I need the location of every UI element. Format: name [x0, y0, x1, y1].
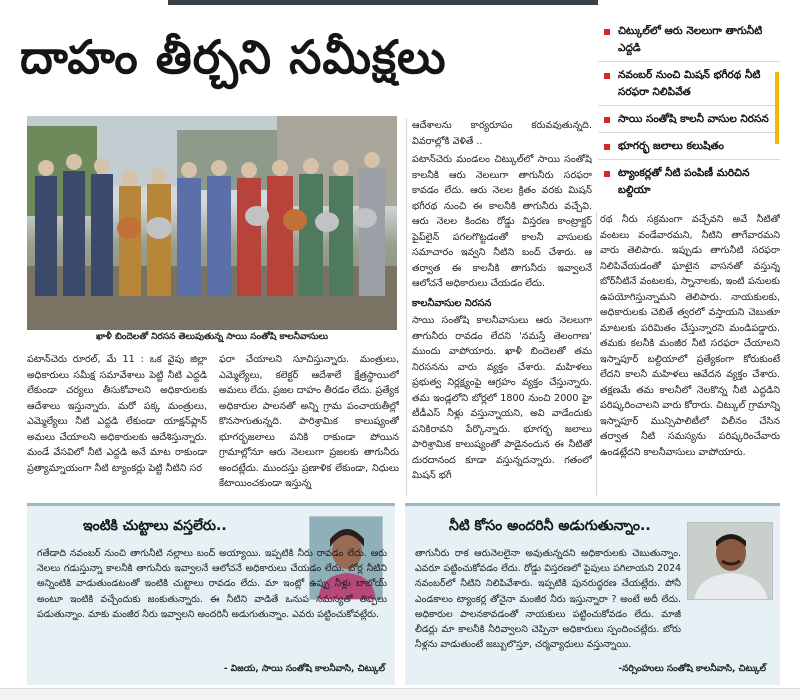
bullet-icon	[604, 29, 610, 35]
bullet-icon	[604, 171, 610, 177]
protest-photo	[27, 116, 397, 330]
highlight-item	[598, 133, 780, 160]
top-rule	[168, 0, 598, 5]
portrait-illustration	[688, 523, 773, 600]
next-article-strip	[0, 688, 800, 700]
article-paragraph: పటాన్‌చెరు మండలం చిట్కుల్‌లో సాయి సంతోషి కాలనీకి ఆరు నెలలుగా తాగునీరు సరఫరా కావడం లేదు. ఆరు నెలల క్రితం వరకు మిషన్ భగీరథ నుంచి ఈ కాలనీకి తాగునీరు వచ్చేవి. ఆరు నెలల కిందట రోడ్డు విస్తరణ కాంట్రాక్టర్ పైప్‌లైన్ పగలగొట్టడంతో కాలనీ వాసులకు సమాచారం ఇవ్వని నీటిని బంద్ చేశారు. ఆ తర్వాత ఈ కాలనీకి తాగునీరు ఇవ్వాలనే ఆలోచనే అధికారులు చేయడం లేదు.	[412, 154, 592, 289]
highlight-text: నవంబర్ నుంచి మిషన్ భగీరథ నీటి సరఫరా నిలిపివేత	[618, 69, 761, 98]
highlight-item	[598, 160, 780, 203]
highlight-item	[598, 106, 780, 133]
article-column-center	[219, 352, 399, 495]
quote-box-narsimhulu	[405, 503, 780, 685]
portrait-photo-narsimhulu	[687, 522, 773, 600]
article-subhead: కాలనీవాసుల నిరసన	[412, 297, 492, 309]
protest-photo-illustration	[27, 116, 397, 330]
quote-box-vijaya	[27, 503, 395, 685]
quote-box-text: తాగునీరు రాక ఆరునెలలైనా అవుతున్నదని అధికారులకు చెబుతున్నాం. ఎవరూ పట్టించుకోవడం లేదు. రోడ్డు విస్తరణలో పైపులు పగిలాయని 2024 నవంబర్‌లో నీటిని నిలిపివేశారు. ఇప్పటికి పునరుద్ధరణ చేయట్లేరు. పోనీ ఎండకాలం ట్యాంకర్ల తోనైనా మంజీర నీరు ఇస్తున్నారా ? అంటే అదీ లేదు. అధికారుల పాలనకావడంతో నాయకులు పట్టించుకోవడం లేదు. మాజీ లీడర్లు మా కాలనీకి నీరివ్వాలని చెప్పినా అధికారులు స్పందించట్లేరు. బోరు నీళ్లను వాడుతుంటే జబ్బులొస్తూ, చర్మవ్యాధులు వస్తున్నాయి.	[415, 548, 681, 651]
quote-box-credit: -నర్సింహులు సంతోషి కాలనీవాసి, చిట్కుల్	[618, 664, 766, 674]
article-column-right	[600, 212, 780, 495]
quote-box-title: నీటి కోసం అందరినీ అడుగుతున్నాం..	[449, 518, 651, 534]
photo-caption: ఖాళీ బిందెలతో నిరసన తెలుపుతున్న సాయి సంతోషి కాలనీవాసులు	[95, 332, 329, 342]
highlight-item	[598, 18, 780, 62]
highlight-accent-bar	[775, 72, 779, 144]
highlight-item	[598, 62, 780, 106]
column-divider	[596, 212, 597, 496]
bullet-icon	[604, 117, 610, 123]
quote-box-text: గతేడాది నవంబర్ నుంచి తాగునీటి నల్లాలు బంద్ అయ్యాయి. ఇప్పటికి నీరు రావడం లేదు. ఆరు నెలలు గడుస్తున్నా కాలనీకి తాగునీరు ఇవ్వాలనే ఆలోచనే అధికారులు చేయడం లేదు. బోర్ల నీటిని అన్నింటికి వాడుతుండటంతో ఇంటికి చుట్టాలు రావడం లేదు. మా ఇంట్లో ఉప్పు నీళ్లు బాబోయ్ అంటూ ఇంటికి వచ్చేందుకు జంకుతున్నారు. ఈ నీటిని వాడితే ఒనుప సమస్యతో తిప్పలు పడుతున్నాం. మాకు మంజీర నీరు ఇవ్వాలని అందరినీ అడుగుతున్నాం. ఎవరు పట్టించుకోవట్లేరు.	[37, 548, 387, 620]
article-paragraph: సాయి సంతోషి కాలనీవాసులు ఆరు నెలలుగా తాగునీరు రావడం లేదని 'నమస్తే తెలంగాణ' ముందు వాపోయారు. ఖాళీ బిందెలతో తమ నిరసనను వారు వ్యక్తం చేశారు. మహిళలు ప్రభుత్వ నిర్లక్ష్యంపై ఆగ్రహం వ్యక్తం చేస్తున్నారు. తమ ఇండ్లలోని బోర్లలో 1800 నుంచి 2000 హై టీడీఎస్ నీళ్లు వస్తున్నాయని, అవి వాడేందుకు పనికిరావని పేర్కొన్నారు. భూగర్భ జలాలు పారిశ్రామిక కాలుష్యంతో పాడైనందున ఈ నీటితో దురదానంద కూడా వస్తున్నదన్నారు. గతంలో మిషన్ భగీ	[412, 315, 592, 481]
bullet-icon	[604, 73, 610, 79]
headline: దాహం తీర్చని సమీక్షలు	[20, 30, 447, 84]
quote-box-title: ఇంటికి చుట్టాలు వస్తలేరు..	[83, 518, 227, 534]
bullet-icon	[604, 144, 610, 150]
highlight-text: భూగర్భ జలాలు కలుషితం	[618, 140, 724, 152]
article-paragraph: ఆదేశాలను కార్యరూపం కరువవుతున్నది. వివరాల్లోకి వెళితే ..	[412, 120, 592, 147]
article-column-left	[27, 352, 207, 495]
highlights-box	[598, 18, 780, 208]
highlight-text: సాయి సంతోషి కాలనీ వాసుల నిరసన	[618, 113, 769, 125]
article-paragraph: పటాన్‌చెరు రూరల్, మే 11 : ఒక వైపు జిల్లా అధికారులు సమీక్ష సమావేశాలు పెట్టి నీటి ఎద్దడి లేకుండా చర్యలు తీసుకోవాలని అధికారులకు ఆదేశాలు ఇస్తున్నారు. మరో పక్క మంత్రులు, ఎమ్మెల్యేలు నీటి ఎద్దడి లేకుండా యాక్షన్‌ప్లాన్ అమలు చేయాలని అధికారులకు ఆదేశిస్తున్నారు. మండే వేసవిలో నీటి ఎద్దడి అనే మాట రాకుండా ప్రత్యామ్నాయంగా నీటి ట్యాంకర్లు పెట్టి నీటిని సర	[27, 354, 207, 474]
article-paragraph: ఫరా చేయాలని సూచిస్తున్నారు. మంత్రులు, ఎమ్మెల్యేలు, కలెక్టర్ ఆదేశాలే క్షేత్రస్థాయిలో అమలు లేదు. ప్రజల దాహం తీరడం లేదు. ప్రత్యేక అధికారుల పాలనతో అన్ని గ్రామ పంచాయతీల్లో కొనసాగుతున్నది. పారిశ్రామిక కాలుష్యంతో భూగర్భజలాలు పనికి రాకుండా పోయిన గ్రామాల్లోనూ ఆరు నెలలుగా ప్రజలకు తాగునీరు అందట్లేదు. ముందస్తు ప్రణాళిక లేకుండా, నిధులు కేటాయించకుండా ఇస్తున్న	[219, 354, 399, 489]
quote-box-credit: - విజయ, సాయి సంతోషి కాలనీవాసి, చిట్కుల్	[223, 664, 385, 674]
column-divider	[406, 118, 407, 496]
highlight-text: చిట్కుల్‌లో ఆరు నెలలుగా తాగునీటి ఎద్దడి	[618, 25, 763, 54]
article-column-middle	[412, 118, 592, 495]
highlight-text: ట్యాంకర్లతో నీటి పంపిణీ మరిచిన బల్దియా	[618, 167, 750, 196]
article-paragraph: రథ నీరు సక్రమంగా వచ్చేవని అవే నీటితో వంటలు వండేవారమని, నీటిని తాగేవారమని వారు తెలిపారు. ఇప్పుడు తాగునీటి సరఫరా నిలిపివేయడంతో ఘాటైన వాసనతో వస్తున్న బోర్‌నీటినే వంటలకు, స్నానాలకు, ఇంటి పనులకు ఉపయోగిస్తున్నామని తెలిపారు. నాయకులకు, అధికారులకు చెబితే త్వరలో వస్తాయని చెబుతూ మాటలకు పరిమితం చేస్తున్నారని మండిపడ్డారు. తమకు కలనీకి మంజీర నీటి సరఫరా చేయాలని ఇస్నాపూర్ బల్దియాలో ప్రత్యేకంగా కోరుకుంటే లేదని కాలనీ మహిళలు ఆవేదన వ్యక్తం చేశారు. తక్షణమే తమ కాలనీలో నెలకొన్న నీటి ఎద్దడిని పరిష్కరించాలని వారు కోరారు. చిట్కుల్ గ్రామాన్ని ఇస్నాపూర్ మున్సిపాలిటీలో విలీనం చేసిన తర్వాత నీటి సమస్యను పరిష్కరించేవారు ఉండట్లేదని కాలనీవాసులు వాపోయారు.	[600, 214, 780, 458]
